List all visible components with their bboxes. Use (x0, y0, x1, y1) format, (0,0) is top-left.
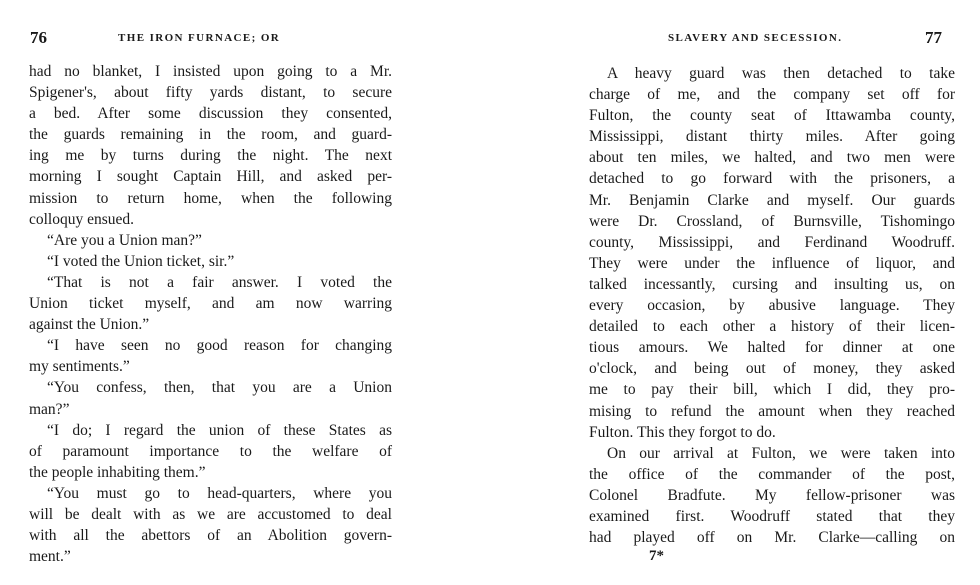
text-line: man?” (29, 400, 70, 418)
text-line: the people inhabiting them.” (29, 463, 206, 481)
text-line: me to pay their bill, which I did, they pro- (589, 381, 955, 399)
text-line: Union ticket myself, and am now warring (29, 295, 392, 313)
text-line: mission to return home, when the following (29, 189, 392, 207)
text-line: On our arrival at Fulton, we were taken into (607, 444, 955, 462)
text-line: with all the abettors of an Abolition govern- (29, 527, 392, 545)
text-line: colloquy ensued. (29, 210, 135, 228)
left-page-text (29, 61, 392, 567)
right-page (560, 0, 980, 585)
left-running-title: THE IRON FURNACE; OR (118, 32, 281, 44)
text-line: were Dr. Crossland, of Burnsville, Tishomingo (589, 212, 955, 230)
text-line: detailed to each other a history of their licen- (589, 318, 955, 336)
text-line: “I have seen no good reason for changing (47, 337, 392, 355)
right-running-head (560, 28, 980, 50)
text-line: a bed. After some discussion they consented, (29, 105, 392, 123)
text-line: had played off on Mr. Clarke—calling on (589, 529, 955, 547)
text-line: “I do; I regard the union of these States as (47, 421, 392, 439)
text-line: “You confess, then, that you are a Union (47, 379, 392, 397)
text-line: Colonel Bradfute. My fellow-prisoner was (589, 486, 955, 504)
text-line: against the Union.” (29, 316, 150, 334)
text-line: my sentiments.” (29, 358, 130, 376)
text-line: the guards remaining in the room, and guard- (29, 126, 392, 144)
text-line: mising to refund the amount when they reached (589, 402, 955, 420)
text-line: “Are you a Union man?” (47, 231, 202, 249)
text-line: ment.” (29, 548, 71, 566)
signature-mark: 7* (649, 548, 664, 564)
text-line: “That is not a fair answer. I voted the (47, 273, 392, 291)
right-page-text (589, 63, 955, 548)
text-line: o'clock, and being out of money, they asked (589, 360, 955, 378)
text-line: They were under the influence of liquor, and (589, 254, 955, 272)
text-line: had no blanket, I insisted upon going to a Mr. (29, 63, 392, 80)
text-line: the office of the commander of the post, (589, 465, 955, 483)
text-line: Mississippi, distant thirty miles. After going (589, 128, 955, 146)
text-line: tious amours. We halted for dinner at one (589, 339, 955, 357)
text-line: of paramount importance to the welfare of (29, 442, 392, 460)
text-line: A heavy guard was then detached to take (607, 65, 955, 82)
text-line: ing me by turns during the night. The next (29, 147, 392, 165)
text-line: examined first. Woodruff stated that they (589, 507, 955, 525)
text-line: Fulton, the county seat of Ittawamba county, (589, 107, 955, 125)
text-line: “You must go to head-quarters, where you (47, 484, 392, 502)
right-page-number: 77 (925, 28, 942, 47)
text-line: Mr. Benjamin Clarke and myself. Our guards (589, 191, 955, 209)
text-line: about ten miles, we halted, and two men were (589, 149, 955, 167)
text-line: will be dealt with as we are accustomed to deal (29, 505, 392, 523)
text-line: “I voted the Union ticket, sir.” (47, 252, 235, 270)
text-line: county, Mississippi, and Ferdinand Woodruff. (589, 233, 955, 251)
text-line: morning I sought Captain Hill, and asked per- (29, 168, 392, 186)
text-line: detached to go forward with the prisoners, a (589, 170, 955, 188)
left-page-number: 76 (30, 28, 47, 47)
left-page (0, 0, 420, 585)
text-line: charge of me, and the company set off for (589, 86, 955, 104)
left-running-head (0, 28, 420, 50)
right-running-title: SLAVERY AND SECESSION. (668, 32, 843, 44)
text-line: every occasion, by abusive language. They (589, 297, 955, 315)
text-line: Fulton. This they forgot to do. (589, 423, 776, 441)
text-line: Spigener's, about fifty yards distant, to secure (29, 84, 392, 102)
text-line: talked incessantly, cursing and insulting us, on (589, 275, 955, 293)
